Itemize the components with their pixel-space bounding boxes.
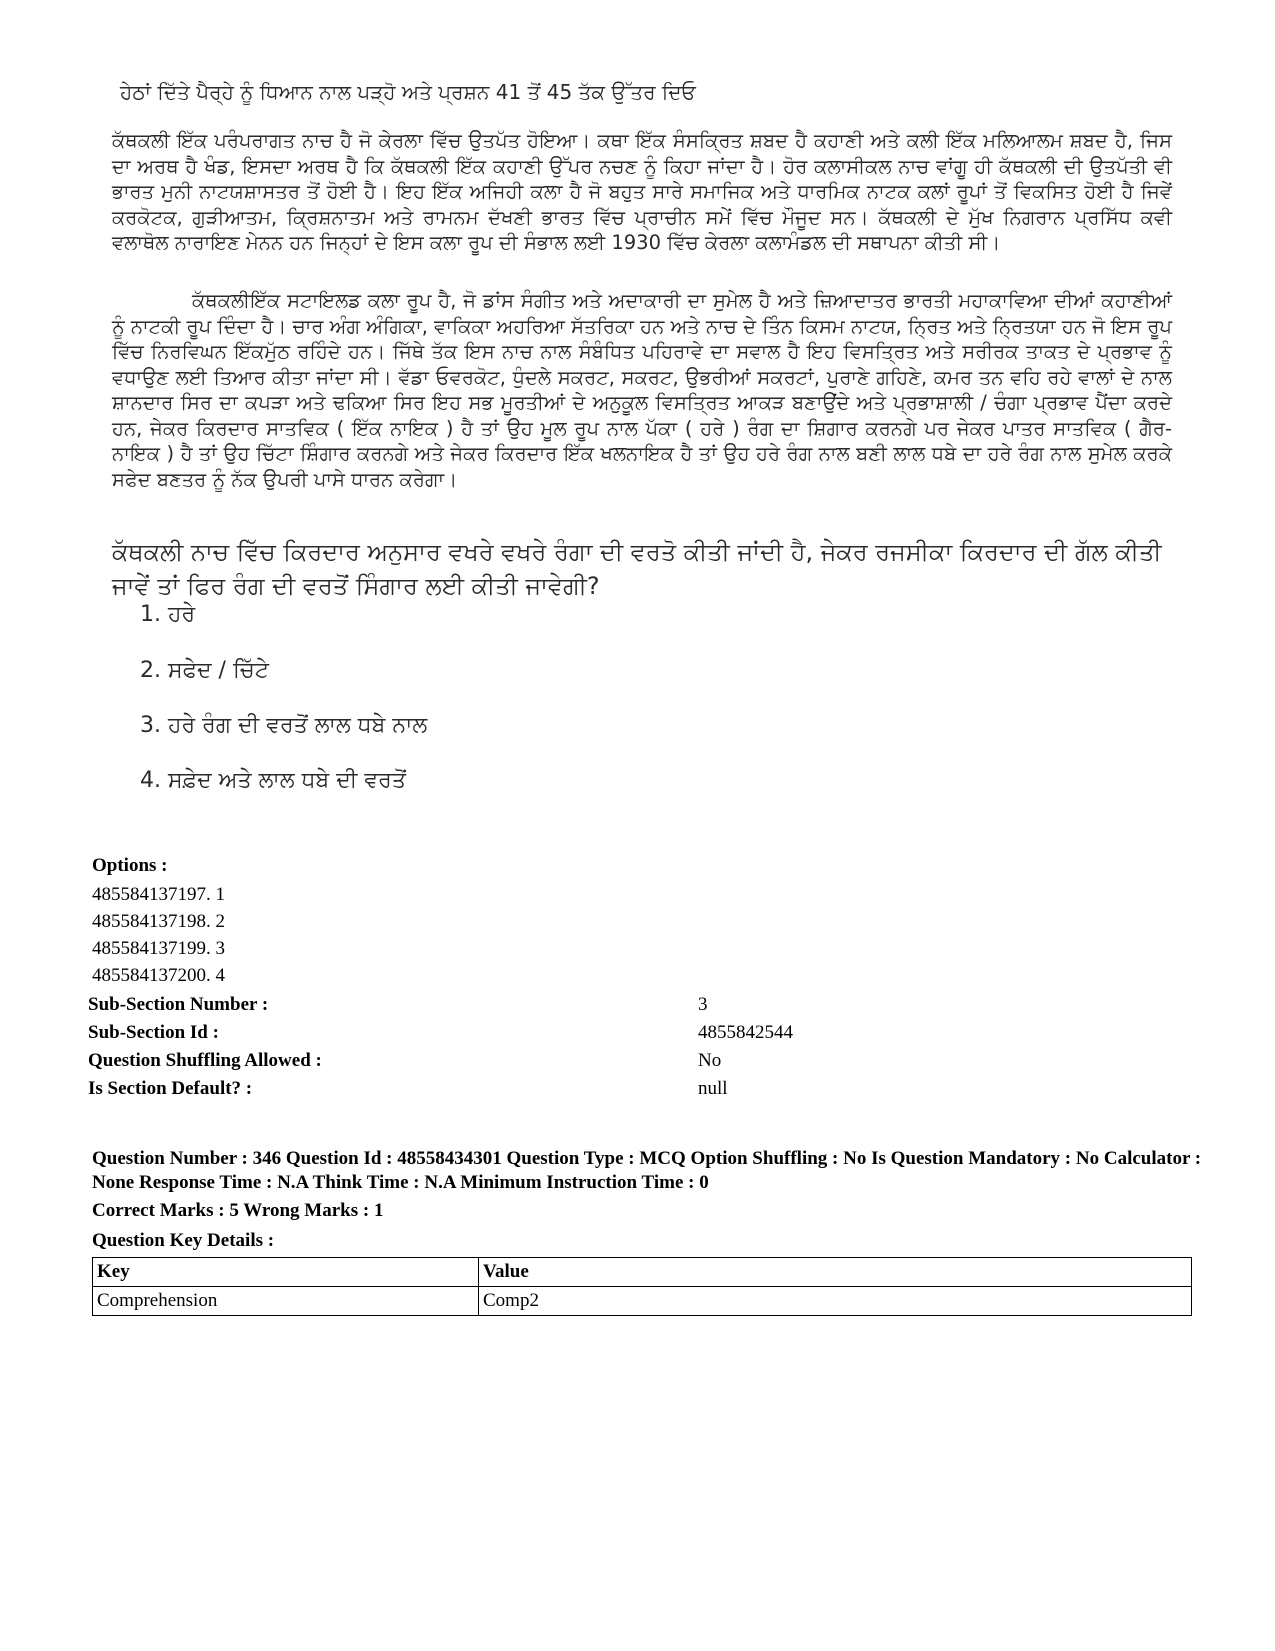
subsection-number-value: 3 (698, 994, 708, 1015)
choice-3: 3. ਹਰੇ ਰੰਗ ਦੀ ਵਰਤੋਂ ਲਾਲ ਧਬੇ ਨਾਲ (140, 713, 428, 738)
key-details-heading: Question Key Details : (92, 1230, 275, 1251)
table-row (93, 1287, 1192, 1316)
passage-paragraph-2: ਕੱਥਕਲੀਇੱਕ ਸਟਾਇਲਡ ਕਲਾ ਰੂਪ ਹੈ, ਜੋ ਡਾਂਸ ਸੰਗੀਤ ਅਤੇ ਅਦਾਕਾਰੀ ਦਾ ਸੁਮੇਲ ਹੈ ਅਤੇ ਜ਼ਿਆਦਾਤਰ ਭਾਰਤੀ ਮਹਾਕਾਵਿਆ ਦੀਆਂ ਕਹਾਣੀਆਂ ਨੂੰ ਨਾਟਕੀ ਰੂਪ ਦਿੰਦਾ ਹੈ। ਚਾਰ ਅੰਗ ਅੰਗਿਕਾ, ਵਾਕਿਕਾ ਅਹਰਿਆ ਸੱਤਰਿਕਾ ਹਨ ਅਤੇ ਨਾਚ ਦੇ ਤਿੰਨ ਕਿਸਮ ਨਾਟਯ, ਨ੍ਰਿਤ ਅਤੇ ਨ੍ਰਿਤਯਾ ਹਨ ਜੋ ਇਸ ਰੂਪ ਵਿੱਚ ਨਿਰਵਿਘਨ ਇੱਕਮੁੱਠ ਰਹਿੰਦੇ ਹਨ। ਜਿੱਥੇ ਤੱਕ ਇਸ ਨਾਚ ਨਾਲ ਸੰਬੰਧਿਤ ਪਹਿਰਾਵੇ ਦਾ ਸਵਾਲ ਹੈ ਇਹ ਵਿਸਤ੍ਰਿਤ ਅਤੇ ਸਰੀਰਕ ਤਾਕਤ ਦੇ ਪ੍ਰਭਾਵ ਨੂੰ ਵਧਾਉਣ ਲਈ ਤਿਆਰ ਕੀਤਾ ਜਾਂਦਾ ਸੀ। ਵੱਡਾ ਓਵਰਕੋਟ, ਧੁੰਦਲੇ ਸਕਰਟ, ਸਕਰਟ, ਉਭਰੀਆਂ ਸਕਰਟਾਂ, ਪੁਰਾਣੇ ਗਹਿਣੇ, ਕਮਰ ਤਨ ਵਹਿ ਰਹੇ ਵਾਲਾਂ ਦੇ ਨਾਲ ਸ਼ਾਨਦਾਰ ਸਿਰ ਦਾ ਕਪੜਾ ਅਤੇ ਢਕਿਆ ਸਿਰ ਇਹ ਸਭ ਮੂਰਤੀਆਂ ਦੇ ਅਨੁਕੂਲ ਵਿਸਤ੍ਰਿਤ ਆਕੜ ਬਣਾਉਂਦੇ ਅਤੇ ਪ੍ਰਭਾਸ਼ਾਲੀ / ਚੰਗਾ ਪ੍ਰਭਾਵ ਪੈਂਦਾ ਕਰਦੇ ਹਨ, ਜੇਕਰ ਕਿਰਦਾਰ ਸਾਤਵਿਕ ( ਇੱਕ ਨਾਇਕ ) ਹੈ ਤਾਂ ਉਹ ਮੂਲ ਰੂਪ ਨਾਲ ਪੱਕਾ ( ਹਰੇ ) ਰੰਗ ਦਾ ਸ਼ਿਗਾਰ ਕਰਨਗੇ ਪਰ ਜੇਕਰ ਪਾਤਰ ਸਾਤਵਿਕ ( ਗੈਰ-ਨਾਇਕ ) ਹੈ ਤਾਂ ਉਹ ਚਿੱਟਾ ਸ਼ਿੰਗਾਰ ਕਰਨਗੇ ਅਤੇ ਜੇਕਰ ਕਿਰਦਾਰ ਇੱਕ ਖਲਨਾਇਕ ਹੈ ਤਾਂ ਉਹ ਹਰੇ ਰੰਗ ਨਾਲ ਬਣੀ ਲਾਲ ਧਬੇ ਦਾ ਹਰੇ ਰੰਗ ਨਾਲ ਸੁਮੇਲ ਕਰਕੇ ਸਫੇਦ ਬਣਤਰ ਨੂੰ ਨੱਕ ਉਪਰੀ ਪਾਸੇ ਧਾਰਨ ਕਰੇਗਾ। (112, 289, 1172, 491)
option-id-3: 485584137199. 3 (92, 938, 225, 959)
table-cell-value: Comp2 (479, 1287, 1192, 1316)
table-header-key: Key (93, 1258, 479, 1287)
passage-paragraph-1: ਕੱਥਕਲੀ ਇੱਕ ਪਰੰਪਰਾਗਤ ਨਾਚ ਹੈ ਜੋ ਕੇਰਲਾ ਵਿੱਚ ਉਤਪੱਤ ਹੋਇਆ। ਕਥਾ ਇੱਕ ਸੰਸਕ੍ਰਿਤ ਸ਼ਬਦ ਹੈ ਕਹਾਣੀ ਅਤੇ ਕਲੀ ਇੱਕ ਮਲਿਆਲਮ ਸ਼ਬਦ ਹੈ, ਜਿਸ ਦਾ ਅਰਥ ਹੈ ਖੰਡ, ਇਸਦਾ ਅਰਥ ਹੈ ਕਿ ਕੱਥਕਲੀ ਇੱਕ ਕਹਾਣੀ ਉੱਪਰ ਨਚਣ ਨੂੰ ਕਿਹਾ ਜਾਂਦਾ ਹੈ। ਹੋਰ ਕਲਾਸੀਕਲ ਨਾਚ ਵਾਂਗੂ ਹੀ ਕੱਥਕਲੀ ਦੀ ਉਤਪੱਤੀ ਵੀ ਭਾਰਤ ਮੁਨੀ ਨਾਟਯਸ਼ਾਸਤਰ ਤੋਂ ਹੋਈ ਹੈ। ਇਹ ਇੱਕ ਅਜਿਹੀ ਕਲਾ ਹੈ ਜੋ ਬਹੁਤ ਸਾਰੇ ਸਮਾਜਿਕ ਅਤੇ ਧਾਰਮਿਕ ਨਾਟਕ ਕਲਾਂ ਰੂਪਾਂ ਤੋਂ ਵਿਕਸਿਤ ਹੋਈ ਹੈ ਜਿਵੇਂ ਕਰਕੋਟਕ, ਗੁੜੀਆਤਮ, ਕ੍ਰਿਸ਼ਨਾਤਮ ਅਤੇ ਰਾਮਨਮ ਦੱਖਣੀ ਭਾਰਤ ਵਿੱਚ ਪ੍ਰਾਚੀਨ ਸਮੇਂ ਵਿੱਚ ਮੌਜੂਦ ਸਨ। ਕੱਥਕਲੀ ਦੇ ਮੁੱਖ ਨਿਗਰਾਨ ਪ੍ਰਸਿੱਧ ਕਵੀ ਵਲਾਥੋਲ ਨਾਰਾਇਣ ਮੇਨਨ ਹਨ ਜਿਨ੍ਹਾਂ ਦੇ ਇਸ ਕਲਾ ਰੂਪ ਦੀ ਸੰਭਾਲ ਲਈ 1930 ਵਿੱਚ ਕੇਰਲਾ ਕਲਾਮੰਡਲ ਦੀ ਸਥਾਪਨਾ ਕੀਤੀ ਸੀ। (112, 129, 1172, 254)
marks-line: Correct Marks : 5 Wrong Marks : 1 (92, 1200, 384, 1221)
question-text: ਕੱਥਕਲੀ ਨਾਚ ਵਿੱਚ ਕਿਰਦਾਰ ਅਨੁਸਾਰ ਵਖਰੇ ਵਖਰੇ ਰੰਗਾ ਦੀ ਵਰਤੋ ਕੀਤੀ ਜਾਂਦੀ ਹੈ, ਜੇਕਰ ਰਜਸੀਕਾ ਕਿਰਦਾਰ ਦੀ ਗੱਲ ਕੀਤੀ ਜਾਵੇਂ ਤਾਂ ਫਿਰ ਰੰਗ ਦੀ ਵਰਤੋਂ ਸਿੰਗਾਰ ਲਈ ਕੀਤੀ ਜਾਵੇਗੀ? (112, 538, 1162, 600)
options-heading: Options : (92, 855, 168, 876)
subsection-number-label: Sub-Section Number : (88, 994, 269, 1015)
question-shuffling-value: No (698, 1050, 722, 1071)
subsection-id-label: Sub-Section Id : (88, 1022, 219, 1043)
choice-4: 4. ਸਫ਼ੇਦ ਅਤੇ ਲਾਲ ਧਬੇ ਦੀ ਵਰਤੋਂ (140, 768, 406, 793)
section-default-label: Is Section Default? : (88, 1078, 253, 1099)
choice-2: 2. ਸਫੇਦ / ਚਿੱਟੇ (140, 658, 269, 683)
choice-1: 1. ਹਰੇ (140, 602, 196, 627)
table-cell-key: Comprehension (93, 1287, 479, 1316)
subsection-id-value: 4855842544 (698, 1022, 793, 1043)
key-details-table (92, 1257, 1192, 1316)
question-shuffling-label: Question Shuffling Allowed : (88, 1050, 322, 1071)
table-header-value: Value (479, 1258, 1192, 1287)
section-default-value: null (698, 1078, 728, 1099)
question-info: Question Number : 346 Question Id : 48558434301 Question Type : MCQ Option Shuffling : No Is Question Mandatory : No Calculator : None Response Time : N.A Think Time : N.A Minimum Instruction Time : 0 (92, 1148, 1202, 1193)
option-id-1: 485584137197. 1 (92, 884, 225, 905)
table-header-row (93, 1258, 1192, 1287)
passage-intro: ਹੇਠਾਂ ਦਿੱਤੇ ਪੈਰ੍ਹੇ ਨੂੰ ਧਿਆਨ ਨਾਲ ਪੜ੍ਹੋ ਅਤੇ ਪ੍ਰਸ਼ਨ 41 ਤੋਂ 45 ਤੱਕ ਉੱਤਰ ਦਿਓ (120, 80, 696, 104)
option-id-2: 485584137198. 2 (92, 911, 225, 932)
option-id-4: 485584137200. 4 (92, 965, 225, 986)
passage-paragraph-2-block (112, 288, 1172, 492)
